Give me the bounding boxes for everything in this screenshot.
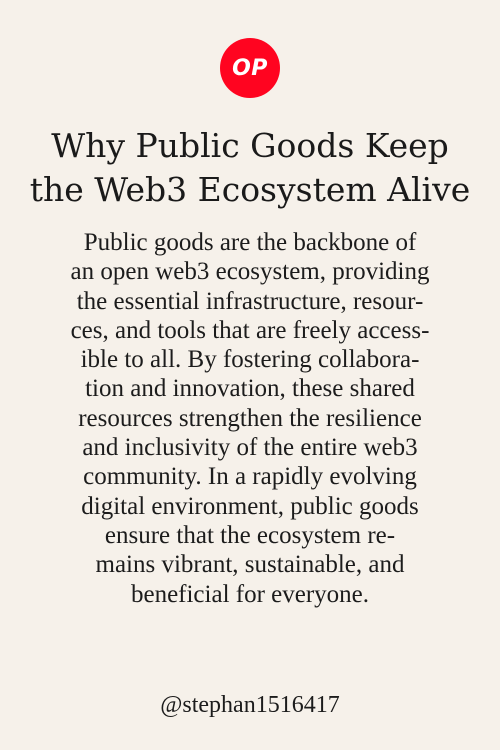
post-body-line: and inclusivity of the entire web3: [82, 434, 418, 462]
post-body-line: ible to all. By fostering collabora-: [80, 346, 420, 374]
post-body: [32, 228, 468, 609]
post-body-line: tion and innovation, these shared: [85, 375, 415, 403]
post-body-line: the essential infrastructure, resour-: [76, 287, 424, 315]
post-body-line: mains vibrant, sustainable, and: [95, 551, 405, 579]
post-body-line: ensure that the ecosystem re-: [104, 521, 396, 549]
optimism-logo-text: OP: [232, 55, 268, 81]
author-handle: @stephan1516417: [160, 692, 340, 718]
post-body-line: ces, and tools that are freely access-: [70, 316, 430, 344]
post-body-line: community. In a rapidly evolving: [83, 463, 417, 491]
post-body-line: beneficial for everyone.: [130, 580, 370, 608]
optimism-logo: [220, 38, 280, 98]
post-body-line: resources strengthen the resilience: [78, 404, 422, 432]
post-body-line: digital environment, public goods: [81, 492, 419, 520]
post-title-line: the Web3 Ecosystem Alive: [29, 170, 471, 209]
post-body-line: an open web3 ecosystem, providing: [70, 258, 430, 286]
post-title-line: Why Public Goods Keep: [51, 126, 449, 165]
post-title: [20, 124, 480, 212]
post-body-line: Public goods are the backbone of: [83, 229, 417, 256]
